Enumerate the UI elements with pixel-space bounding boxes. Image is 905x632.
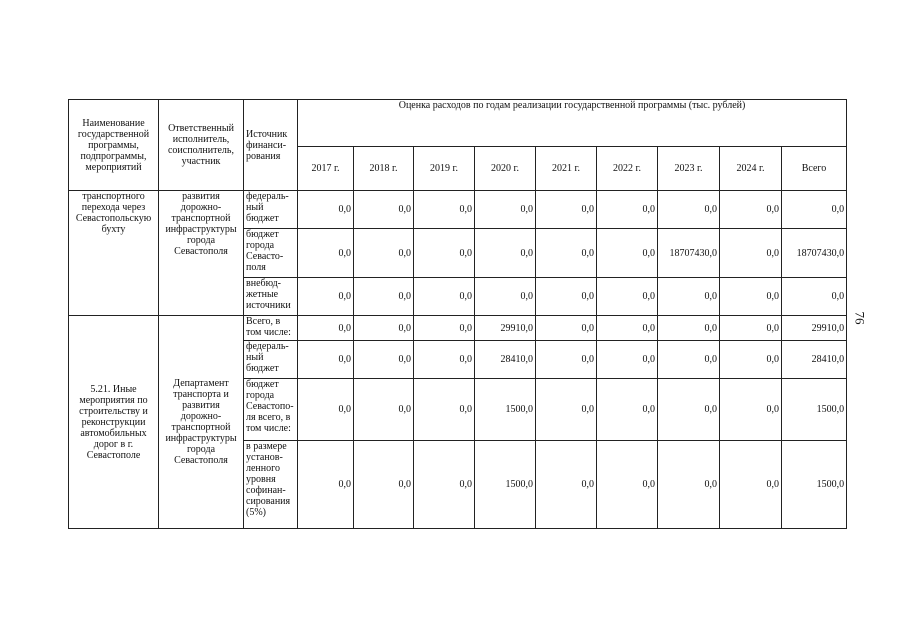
value-cell: 0,0 [597, 229, 658, 278]
value-cell: 0,0 [720, 441, 782, 529]
value-cell: 0,0 [720, 278, 782, 316]
value-cell: 0,0 [354, 278, 414, 316]
responsible-executor: развития дорожно-транспортной инфраструктуры города Севастополя [159, 191, 244, 316]
value-cell: 0,0 [354, 316, 414, 341]
funding-source: Всего, в том числе: [244, 316, 298, 341]
table-row [69, 191, 847, 229]
header-name: Наименование государственной программы, подпрограммы, мероприятий [69, 100, 159, 191]
value-cell: 0,0 [298, 229, 354, 278]
value-cell: 0,0 [536, 229, 597, 278]
year-header: 2018 г. [354, 147, 414, 191]
budget-table [68, 99, 847, 529]
total-cell: 0,0 [782, 191, 847, 229]
value-cell: 0,0 [536, 441, 597, 529]
value-cell: 0,0 [354, 191, 414, 229]
value-cell: 0,0 [536, 316, 597, 341]
value-cell: 0,0 [658, 316, 720, 341]
value-cell: 0,0 [298, 441, 354, 529]
value-cell: 0,0 [658, 379, 720, 441]
value-cell: 0,0 [536, 191, 597, 229]
total-cell: 28410,0 [782, 341, 847, 379]
total-cell: 1500,0 [782, 379, 847, 441]
value-cell: 0,0 [354, 341, 414, 379]
value-cell: 0,0 [597, 341, 658, 379]
value-cell: 0,0 [298, 191, 354, 229]
value-cell: 0,0 [475, 278, 536, 316]
value-cell: 0,0 [354, 379, 414, 441]
value-cell: 0,0 [720, 341, 782, 379]
value-cell: 0,0 [475, 191, 536, 229]
year-header: 2022 г. [597, 147, 658, 191]
year-header: 2017 г. [298, 147, 354, 191]
value-cell: 28410,0 [475, 341, 536, 379]
header-row [69, 100, 847, 147]
value-cell: 0,0 [414, 341, 475, 379]
value-cell: 0,0 [597, 191, 658, 229]
value-cell: 0,0 [298, 316, 354, 341]
value-cell: 0,0 [298, 379, 354, 441]
responsible-executor: Департамент транспорта и развития дорожно-транспортной инфраструктуры города Севастополя [159, 316, 244, 529]
year-header: 2019 г. [414, 147, 475, 191]
funding-source: федераль-ный бюджет [244, 191, 298, 229]
value-cell: 0,0 [298, 341, 354, 379]
value-cell: 29910,0 [475, 316, 536, 341]
year-header: 2024 г. [720, 147, 782, 191]
total-header: Всего [782, 147, 847, 191]
header-source: Источник финанси-рования [244, 100, 298, 191]
value-cell: 0,0 [597, 379, 658, 441]
value-cell: 0,0 [658, 341, 720, 379]
program-name: транспортного перехода через Севастопольскую бухту [69, 191, 159, 316]
value-cell: 0,0 [597, 441, 658, 529]
funding-source: бюджет города Севастопо-ля всего, в том числе: [244, 379, 298, 441]
value-cell: 0,0 [658, 278, 720, 316]
value-cell: 0,0 [597, 316, 658, 341]
total-cell: 18707430,0 [782, 229, 847, 278]
total-cell: 1500,0 [782, 441, 847, 529]
value-cell: 0,0 [414, 229, 475, 278]
value-cell: 0,0 [720, 379, 782, 441]
value-cell: 0,0 [414, 316, 475, 341]
value-cell: 0,0 [536, 341, 597, 379]
value-cell: 0,0 [414, 191, 475, 229]
value-cell: 18707430,0 [658, 229, 720, 278]
total-cell: 0,0 [782, 278, 847, 316]
value-cell: 0,0 [354, 229, 414, 278]
program-name: 5.21. Иные мероприятия по строительству и реконструкции автомобильных дорог в г. Севастополе [69, 316, 159, 529]
year-header: 2023 г. [658, 147, 720, 191]
value-cell: 0,0 [536, 379, 597, 441]
value-cell: 0,0 [298, 278, 354, 316]
value-cell: 0,0 [414, 278, 475, 316]
table-row [69, 316, 847, 341]
funding-source: бюджет города Севасто-поля [244, 229, 298, 278]
value-cell: 0,0 [354, 441, 414, 529]
funding-source: федераль-ный бюджет [244, 341, 298, 379]
value-cell: 0,0 [475, 229, 536, 278]
value-cell: 0,0 [720, 316, 782, 341]
value-cell: 0,0 [414, 441, 475, 529]
value-cell: 0,0 [536, 278, 597, 316]
year-header: 2021 г. [536, 147, 597, 191]
page-number: 76 [852, 311, 868, 325]
value-cell: 0,0 [414, 379, 475, 441]
year-header: 2020 г. [475, 147, 536, 191]
value-cell: 1500,0 [475, 441, 536, 529]
value-cell: 0,0 [658, 191, 720, 229]
value-cell: 0,0 [720, 229, 782, 278]
header-estimate: Оценка расходов по годам реализации государственной программы (тыс. рублей) [298, 100, 847, 147]
value-cell: 0,0 [597, 278, 658, 316]
funding-source: внебюд-жетные источники [244, 278, 298, 316]
header-responsible: Ответственный исполнитель, соисполнитель, участник [159, 100, 244, 191]
funding-source: в размере установ-ленного уровня софинан-сирования (5%) [244, 441, 298, 529]
total-cell: 29910,0 [782, 316, 847, 341]
value-cell: 0,0 [720, 191, 782, 229]
value-cell: 0,0 [658, 441, 720, 529]
value-cell: 1500,0 [475, 379, 536, 441]
